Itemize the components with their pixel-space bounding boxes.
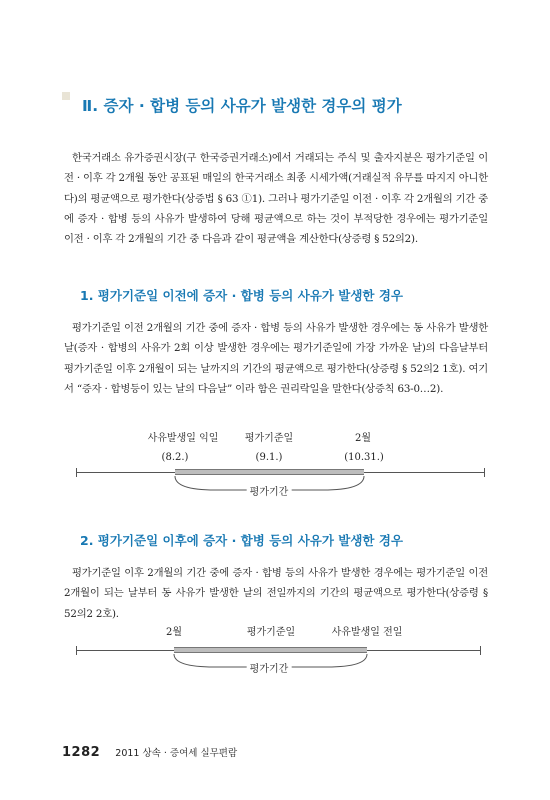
- subsection-2-body: 평가기준일 이후 2개월의 기간 중에 증자 · 합병 등의 사유가 발생한 경우에는 평가기준일 이전 2개월이 되는 날부터 동 사유가 발생한 날의 전일까지의 기간의 평균액으로 평가한다(상증령 § 52의2 2호).: [64, 567, 488, 620]
- timeline-2: [0, 626, 550, 681]
- subsection-1-title: 1. 평가기준일 이전에 증자 · 합병 등의 사유가 발생한 경우: [80, 288, 404, 303]
- timeline-1-marker-1-date: (8.2.): [161, 452, 189, 463]
- timeline-2-period-label: 평가기간: [247, 660, 292, 675]
- timeline-2-marker-1-label: 2월: [165, 627, 183, 638]
- timeline-1-marker-1-label: 사유발생일 익일: [147, 433, 219, 444]
- timeline-1-period-label: 평가기간: [247, 483, 292, 498]
- timeline-2-marker-2-label: 평가기준일: [246, 627, 296, 638]
- timeline-1-marker-3-label: 2월: [354, 433, 372, 444]
- timeline-2-marker-3-label: 사유발생일 전일: [331, 627, 403, 638]
- section-title: Ⅱ. 증자 · 합병 등의 사유가 발생한 경우의 평가: [82, 97, 402, 115]
- subsection-2-title: 2. 평가기준일 이후에 증자 · 합병 등의 사유가 발생한 경우: [80, 533, 404, 548]
- timeline-1: [0, 430, 550, 505]
- timeline-1-marker-2-date: (9.1.): [255, 452, 283, 463]
- timeline-1-marker-3-date: (10.31.): [344, 452, 384, 463]
- timeline-1-marker-2-label: 평가기준일: [244, 433, 294, 444]
- intro-paragraph: 한국거래소 유가증권시장(구 한국증권거래소)에서 거래되는 주식 및 출자지분은 평가기준일 이전 · 이후 각 2개월 동안 공표된 매일의 한국거래소 최종 시세가액(거래실적 유무를 따지지 아니한다)의 평균액으로 평가한다(상증법 § 63 ①1). 그러나 평가기준일 이전 · 이후 각 2개월의 기간 중에 증자 · 합병 등의 사유가 발생하여 당해 평균액으로 하는 것이 부적당한 경우에는 평가기준일 이전 · 이후 각 2개월의 기간 중 다음과 같이 평균액을 계산한다(상증령 § 52의2).: [64, 152, 488, 246]
- header-decoration: [62, 92, 70, 100]
- page-number: 1282: [62, 745, 101, 760]
- page-footer: [62, 741, 237, 760]
- subsection-1-body: 평가기준일 이전 2개월의 기간 중에 증자 · 합병 등의 사유가 발생한 경우에는 동 사유가 발생한 날(증자 · 합병의 사유가 2회 이상 발생한 경우에는 평가기준일에 가장 가까운 날)의 다음날부터 평가기준일 이후 2개월이 되는 날까지의 기간의 평균액으로 평가한다(상증령 § 52의2 1호). 여기서 “증자 · 합병등이 있는 날의 다음날” 이라 함은 권리락일을 말한다(상증칙 63-0…2).: [64, 322, 488, 395]
- book-title: 2011 상속 · 증여세 실무편람: [115, 748, 238, 759]
